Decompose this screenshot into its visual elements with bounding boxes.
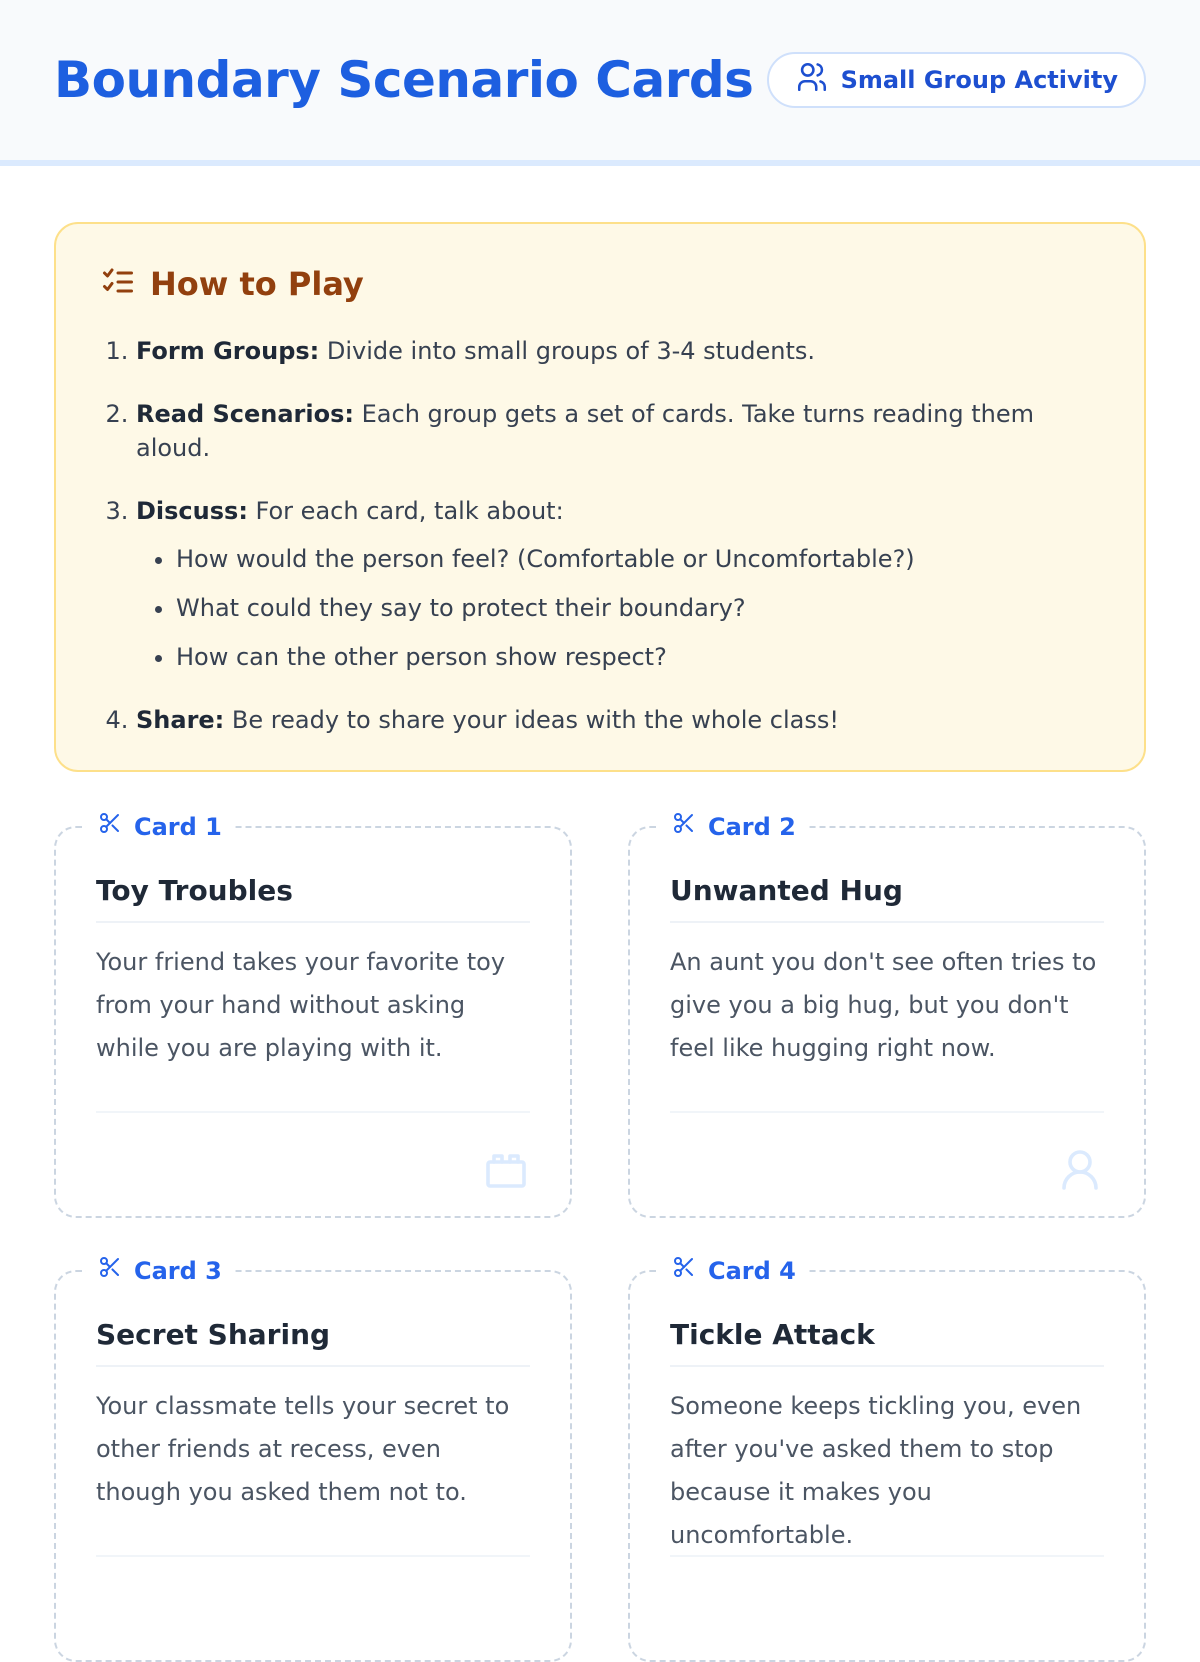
person-icon — [1056, 1126, 1104, 1198]
users-icon — [795, 60, 829, 100]
steps-list — [100, 334, 1100, 737]
how-to-play-title: How to Play — [150, 265, 364, 303]
card-footer — [670, 1111, 1104, 1211]
card-label-text: Card 4 — [708, 1257, 796, 1285]
card-text: An aunt you don't see often tries to give you a big hug, but you don't feel like hugging right now. — [670, 948, 1097, 1062]
card-footer — [96, 1555, 530, 1655]
step-text: For each card, talk about: — [247, 497, 564, 525]
toy-block-icon — [482, 1126, 530, 1198]
discuss-point: • How would the person feel? (Comfortable or Uncomfortable?) — [176, 542, 1100, 576]
step-label: Form Groups: — [136, 337, 320, 365]
activity-badge — [767, 52, 1146, 108]
discuss-point: • How can the other person show respect? — [176, 640, 1100, 674]
step-text: Be ready to share your ideas with the whole class! — [224, 706, 839, 734]
card-text: Your friend takes your favorite toy from your hand without asking while you are playing with it. — [96, 948, 506, 1062]
step-text: Divide into small groups of 3-4 students. — [319, 337, 816, 365]
scenario-card — [54, 813, 572, 1218]
discuss-points-list — [136, 542, 1100, 674]
scenario-card — [54, 1257, 572, 1662]
discuss-point: • What could they say to protect their boundary? — [176, 591, 1100, 625]
scenario-cards-grid — [54, 813, 1146, 1662]
card-footer — [96, 1111, 530, 1211]
card-title: Unwanted Hug — [670, 874, 1104, 923]
card-label — [86, 811, 234, 843]
step-item — [136, 703, 1100, 737]
card-title: Toy Troubles — [96, 874, 530, 923]
step-item — [136, 397, 1100, 465]
card-label-text: Card 3 — [134, 1257, 222, 1285]
how-to-play-panel — [54, 222, 1146, 772]
page-title: Boundary Scenario Cards — [54, 51, 754, 109]
scissors-icon — [98, 1255, 122, 1287]
page-header — [0, 0, 1200, 166]
main-content — [0, 166, 1200, 1662]
card-label — [86, 1255, 234, 1287]
step-label: Share: — [136, 706, 225, 734]
scissors-icon — [98, 811, 122, 843]
how-to-play-header — [100, 264, 1100, 304]
card-label-text: Card 1 — [134, 813, 222, 841]
scenario-card — [628, 813, 1146, 1218]
card-label-text: Card 2 — [708, 813, 796, 841]
card-label — [660, 811, 808, 843]
step-label: Discuss: — [136, 497, 248, 525]
card-label — [660, 1255, 808, 1287]
card-text: Your classmate tells your secret to other friends at recess, even though you asked them not to. — [96, 1392, 510, 1506]
step-label: Read Scenarios: — [136, 400, 354, 428]
step-text: Each group gets a set of cards. Take turns reading them aloud. — [136, 400, 1034, 462]
list-checks-icon — [100, 264, 136, 304]
scissors-icon — [672, 1255, 696, 1287]
card-text: Someone keeps tickling you, even after you've asked them to stop because it makes you uncomfortable. — [670, 1392, 1082, 1549]
card-title: Tickle Attack — [670, 1318, 1104, 1367]
scissors-icon — [672, 811, 696, 843]
scenario-card — [628, 1257, 1146, 1662]
card-footer — [670, 1555, 1104, 1655]
step-item — [136, 334, 1100, 368]
activity-badge-label: Small Group Activity — [840, 66, 1118, 94]
card-title: Secret Sharing — [96, 1318, 530, 1367]
step-item — [136, 494, 1100, 674]
